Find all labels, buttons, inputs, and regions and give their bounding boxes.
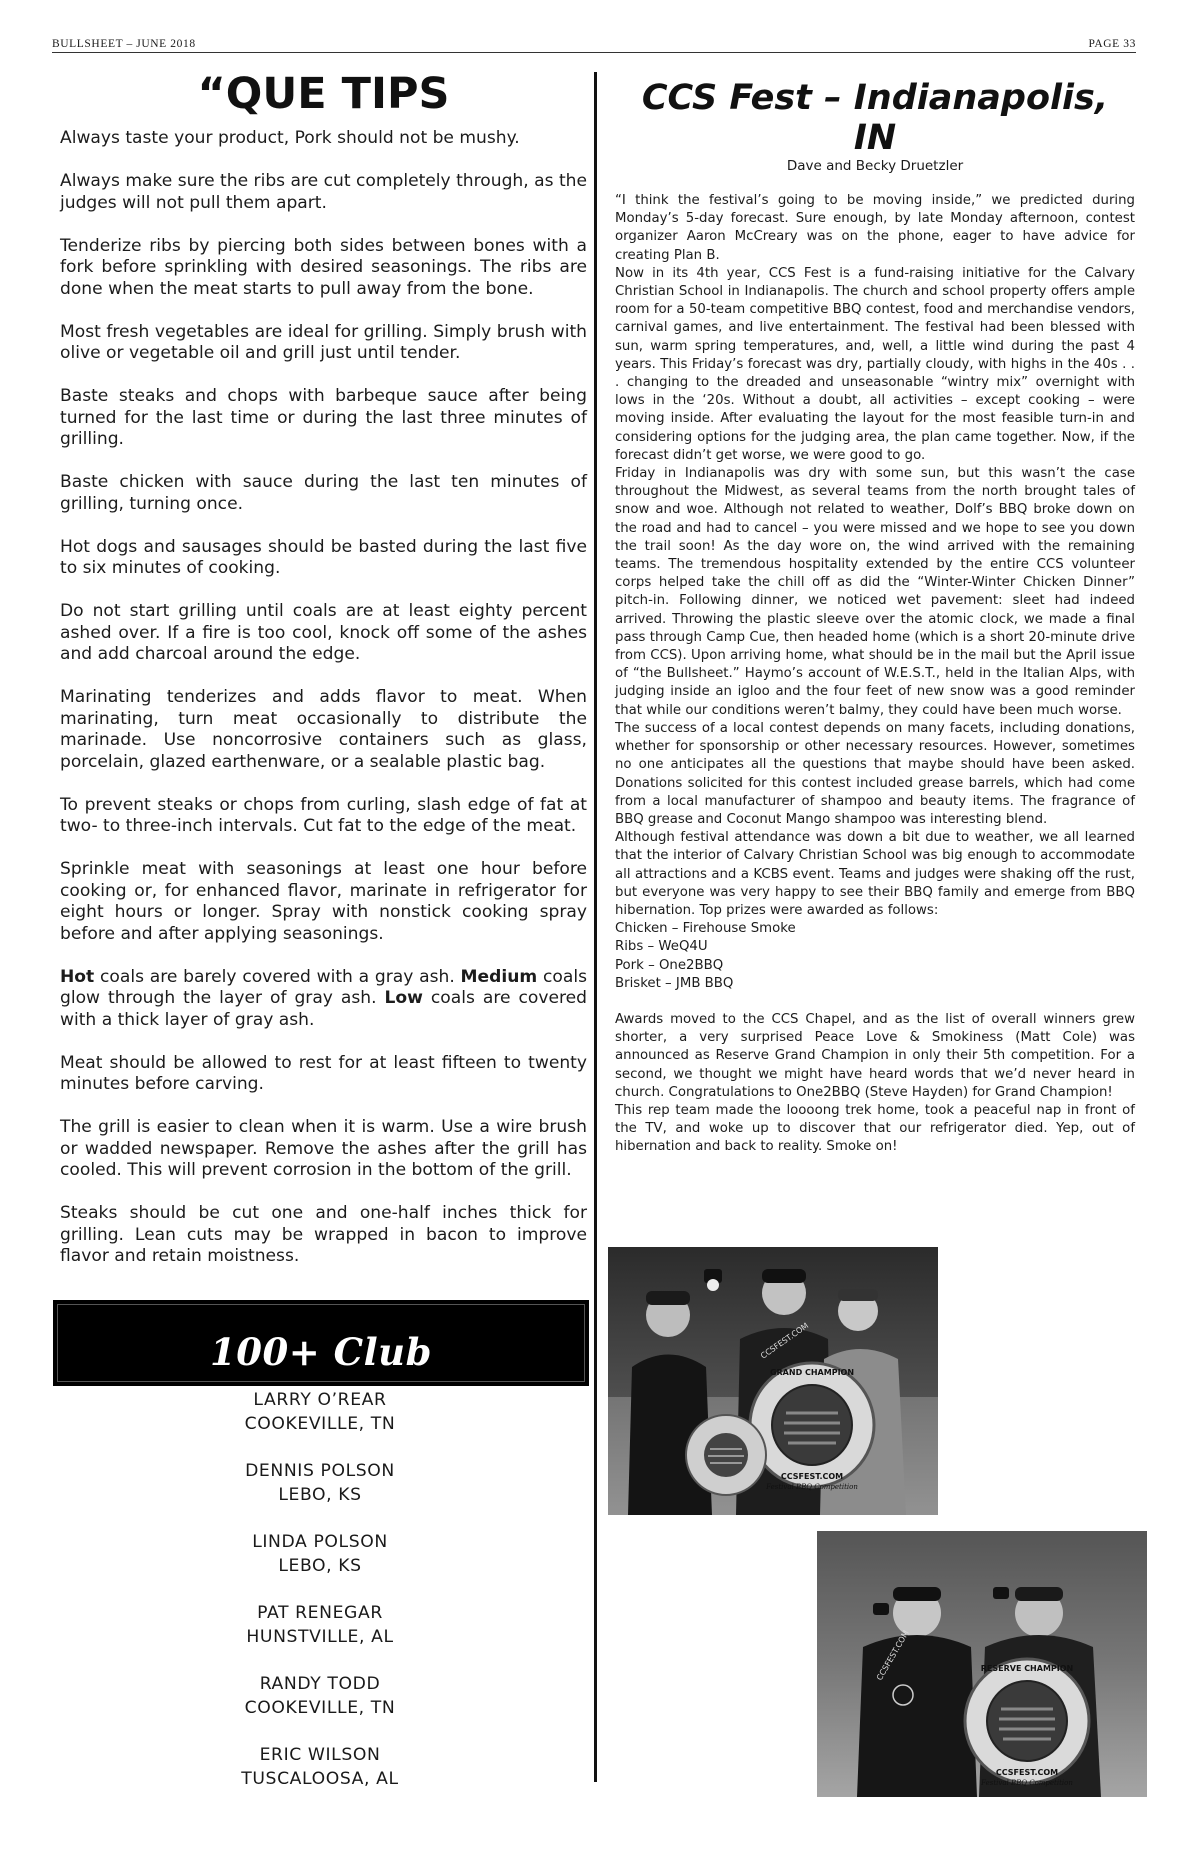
tip-paragraph: Sprinkle meat with seasonings at least one hour before cooking or, for enhanced flavor, marinate in refrigerator for eight hours or longer. Spray with nonstick cooking spray before and after applying seasonings. (60, 859, 587, 944)
tip-paragraph: Baste chicken with sauce during the last ten minutes of grilling, turning once. (60, 472, 587, 514)
article-paragraph: “I think the festival’s going to be moving inside,” we predicted during Monday’s 5-day forecast. Sure enough, by late Monday afternoon, contest organizer Aaron McCreary was on the phone, eager to have advice for creating Plan B. (615, 193, 1135, 263)
tip-paragraph: Hot dogs and sausages should be basted during the last five to six minutes of cooking. (60, 536, 587, 578)
article-title: CCS Fest – Indianapolis, IN (641, 78, 1109, 158)
shirt-text: CCSFEST.COM (758, 1321, 811, 1361)
winners-list (615, 920, 1135, 993)
club-member (60, 1388, 580, 1436)
club-title: 100+ Club (210, 1330, 432, 1374)
plaque-top-text: RESERVE CHAMPION (980, 1664, 1074, 1673)
medium-label: Medium (460, 966, 538, 987)
member-location: TUSCALOOSA, AL (241, 1769, 399, 1789)
tip-paragraph: Always make sure the ribs are cut completely through, as the judges will not pull them apart. (60, 171, 588, 213)
hot-text: coals are barely covered with a gray ash. (94, 966, 461, 987)
tip-paragraph: Do not start grilling until coals are at least eighty percent ashed over. If a fire is too cool, knock off some of the ashes and add charcoal around the edge. (60, 601, 587, 664)
winner-item: Ribs – WeQ4U (615, 939, 708, 955)
reserve-champion-photo (817, 1531, 1147, 1797)
member-location: COOKEVILLE, TN (244, 1414, 396, 1434)
club-member (60, 1601, 580, 1649)
article-paragraph: This rep team made the loooong trek home, took a peaceful nap in front of the TV, and woke up to discover that our refrigerator died. Yep, out of hibernation and back to reality. Smoke on! (615, 1102, 1135, 1155)
tip-paragraph: The grill is easier to clean when it is warm. Use a wire brush or wadded newspaper. Remove the ashes after the grill has cooled. This will prevent corrosion in the bottom of the grill. (60, 1117, 587, 1180)
member-name: LARRY O’REAR (253, 1390, 387, 1410)
member-location: COOKEVILLE, TN (244, 1698, 396, 1718)
club-member (60, 1459, 580, 1507)
tip-paragraph: Tenderize ribs by piercing both sides between bones with a fork before sprinkling with desired seasonings. The ribs are done when the meat starts to pull away from the bone. (60, 235, 587, 299)
plaque-top-text: GRAND CHAMPION (769, 1368, 855, 1377)
publication-date: BULLSHEET – JUNE 2018 (52, 38, 196, 50)
club-member (60, 1530, 580, 1578)
tips-list (60, 128, 587, 1268)
que-tips-section (60, 68, 587, 1289)
member-name: PAT RENEGAR (257, 1603, 383, 1623)
plaque-bottom-subtext: Festival BBQ Competition (766, 1483, 858, 1491)
club-member-list (60, 1388, 580, 1814)
column-divider (594, 72, 597, 1782)
article-paragraph: Although festival attendance was down a bit due to weather, we all learned that the interior of Calvary Christian School was big enough to accommodate all attractions and a KCBS event. Teams and judges were shaking off the rust, but everyone was very happy to see their BBQ family and emerge from BBQ hibernation. Top prizes were awarded as follows: (615, 830, 1135, 918)
plaque-bottom-text: CCSFEST.COM (995, 1768, 1059, 1777)
tip-paragraph: Meat should be allowed to rest for at least fifteen to twenty minutes before carving. (60, 1052, 587, 1094)
member-location: LEBO, KS (278, 1556, 362, 1576)
member-name: RANDY TODD (259, 1674, 381, 1694)
tip-paragraph: Always taste your product, Pork should not be mushy. (60, 128, 520, 148)
page-number: PAGE 33 (1088, 38, 1136, 50)
member-location: LEBO, KS (278, 1485, 362, 1505)
hot-label: Hot (60, 966, 95, 987)
tip-paragraph: Baste steaks and chops with barbeque sauce after being turned for the last time or during the last three minutes of grilling. (60, 386, 587, 449)
article-paragraph: Friday in Indianapolis was dry with some sun, but this wasn’t the case throughout the Midwest, as several teams from the north brought tales of snow and woe. Although not related to weather, Dolf’s BBQ broke down on the road and had to cancel – you were missed and we hope to see you down the trail soon! As the day wore on, the wind arrived with the remaining teams. The tremendous hospitality extended by the entire CCS volunteer corps helped take the chill off as did the “Winter-Winter Chicken Dinner” pitch-in. Following dinner, we noticed wet pavement: sleet had indeed arrived. Throwing the plastic sleeve over the atomic clock, we made a final pass through Camp Cue, then headed home (which is a short 20-minute drive from CCS). Upon arriving home, what should be in the mail but the April issue of “the Bullsheet.” Haymo’s account of W.E.S.T., held in the Italian Alps, with judging inside an igloo and the four feet of new snow was a good reminder that while our conditions weren’t balmy, they could have been much worse. (615, 466, 1135, 718)
member-name: DENNIS POLSON (245, 1461, 395, 1481)
article-paragraph: Awards moved to the CCS Chapel, and as the list of overall winners grew shorter, a very surprised Peace Love & Smokiness (Matt Cole) was announced as Reserve Grand Champion in only their 5th competition. For a second, we thought we might have heard words that we’d never heard in church. Congratulations to One2BBQ (Steve Hayden) for Grand Champion! (615, 1011, 1135, 1100)
tip-paragraph: Most fresh vegetables are ideal for grilling. Simply brush with olive or vegetable oil and grill just until tender. (60, 321, 587, 363)
grand-champion-photo (608, 1247, 938, 1515)
page-header (52, 38, 1136, 53)
plaque-bottom-text: CCSFEST.COM (780, 1472, 844, 1481)
club-member (60, 1672, 580, 1720)
winner-item: Brisket – JMB BBQ (615, 975, 734, 991)
coals-tip (60, 967, 587, 1032)
shirt-text: CCSFEST.COM (874, 1628, 911, 1682)
club-banner (53, 1300, 589, 1386)
article-byline: Dave and Becky Druetzler (786, 158, 964, 174)
member-location: HUNSTVILLE, AL (246, 1627, 394, 1647)
ccs-article (615, 78, 1135, 1157)
low-label: Low (384, 988, 423, 1008)
winner-item: Pork – One2BBQ (615, 957, 724, 973)
low-text: coals are covered with a thick layer of gray ash. (60, 988, 587, 1030)
article-body (615, 192, 1135, 1157)
member-name: ERIC WILSON (259, 1745, 381, 1765)
medium-text: coals glow through the layer of gray ash. (60, 966, 587, 1008)
winner-item: Chicken – Firehouse Smoke (615, 921, 796, 937)
tip-paragraph: To prevent steaks or chops from curling, slash edge of fat at two- to three-inch intervals. Cut fat to the edge of the meat. (60, 794, 587, 836)
article-paragraph: Now in its 4th year, CCS Fest is a fund-raising initiative for the Calvary Christian School in Indianapolis. The church and school property offers ample room for a 50-team competitive BBQ contest, food and merchandise vendors, carnival games, and live entertainment. The festival had been blessed with sun, warm spring temperatures, and, well, a little wind during the past 4 years. This Friday’s forecast was dry, partially cloudy, with highs in the 40s . . . changing to the dreaded and unseasonable “wintry mix” overnight with lows in the ‘20s. Without a doubt, all activities – except cooking – were moving inside. After evaluating the layout for the most feasible turn-in and considering options for the judging area, the plan came together. Now, if the forecast didn’t get worse, we were good to go. (615, 265, 1135, 463)
que-tips-title: “QUE TIPS (197, 69, 450, 119)
member-name: LINDA POLSON (252, 1532, 388, 1552)
tip-paragraph: Marinating tenderizes and adds flavor to meat. When marinating, turn meat occasionally to distribute the marinade. Use noncorrosive containers such as glass, porcelain, glazed earthenware, or a sealable plastic bag. (60, 687, 587, 772)
article-paragraph: The success of a local contest depends on many facets, including donations, whether for sponsorship or other necessary resources. However, sometimes no one anticipates all the questions that maybe should have been asked. Donations solicited for this contest included grease barrels, which had come from a local manufacturer of shampoo and beauty items. The fragrance of BBQ grease and Coconut Mango shampoo was interesting blend. (615, 720, 1135, 827)
club-member (60, 1743, 580, 1791)
tip-paragraph: Steaks should be cut one and one-half inches thick for grilling. Lean cuts may be wrapped in bacon to improve flavor and retain moistness. (60, 1203, 587, 1266)
plaque-bottom-subtext: Festival BBQ Competition (981, 1779, 1073, 1787)
